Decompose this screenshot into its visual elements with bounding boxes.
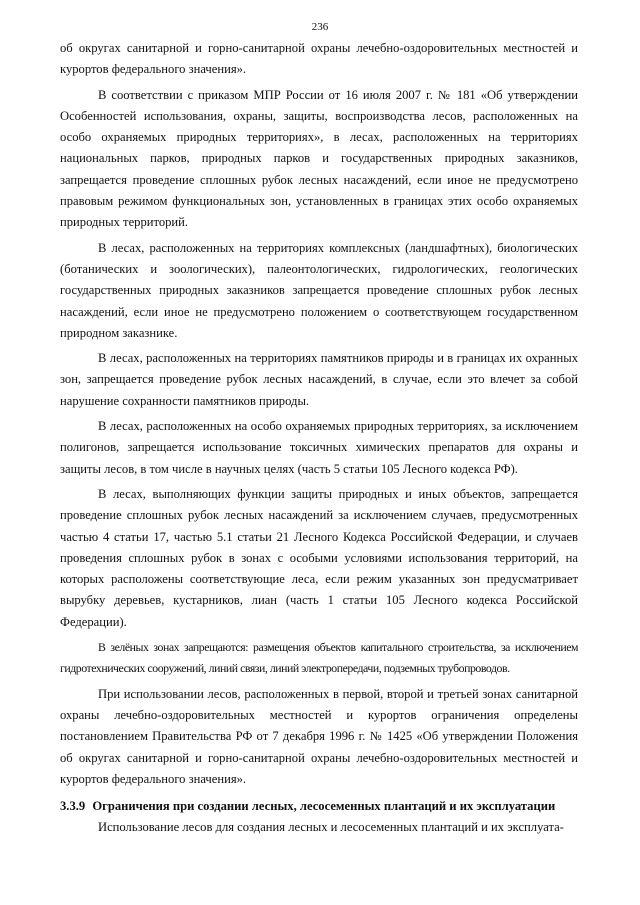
paragraph-sanitary-zones: При использовании лесов, расположенных в первой, второй и третьей зонах санитарной охраны лечебно-оздоровительных местностей и курортов ограничения определены постановлением Правительства РФ от 7 декабря 1996 г. № 1425 «Об утверждении Положения об округах санитарной и горно-санитарной охраны лечебно-оздоровительных местностей и курортов федерального значения». — [60, 686, 578, 786]
paragraph-toxic-chemicals: В лесах, расположенных на особо охраняемых природных территориях, за исключением полигонов, запрещается использование токсичных химических препаратов для охраны и защиты лесов, в том числе в научных целях (часть 5 статьи 105 Лесного кодекса РФ). — [60, 419, 578, 476]
paragraph-reserves: В лесах, расположенных на территориях комплексных (ландшафтных), биологических (ботанических и зоологических), палеонтологических, гидрологических, геологических государственных природных заказников запрещается проведение сплошных рубок лесных насаждений, если иное не предусмотрено положением о соответствующем государственном природном заказнике. — [60, 240, 578, 340]
page-number: 236 — [311, 21, 329, 33]
section-title: Ограничения при создании лесных, лесосеменных плантаций и их эксплуатации — [92, 799, 556, 814]
paragraph-green-zones: В зелёных зонах запрещаются: размещения объектов капитального строительства, за исключением гидротехнических сооружений, линий связи, линий электропередачи, подземных трубопроводов. — [60, 640, 578, 676]
paragraph-plantations: Использование лесов для создания лесных и лесосеменных плантаций и их эксплуата- — [98, 820, 564, 835]
paragraph-nature-monuments: В лесах, расположенных на территориях памятников природы и в границах их охранных зон, запрещается проведение рубок лесных насаждений, в случае, если это влечет за собой нарушение сохранности памятников природы. — [60, 351, 578, 408]
paragraph-protective-forests: В лесах, выполняющих функции защиты природных и иных объектов, запрещается проведение сплошных рубок лесных насаждений за исключением случаев, предусмотренных частью 4 статьи 17, частью 5.1 статьи 21 Лесного Кодекса Российской Федерации, и случаев проведения сплошных рубок в зонах с особыми условиями использования территорий, на которых расположены соответствующие леса, если режим указанных зон предусматривает вырубку деревьев, кустарников, лиан (часть 1 статьи 105 Лесного кодекса Российской Федерации). — [60, 486, 578, 629]
section-number: 3.3.9 — [60, 799, 86, 814]
paragraph-continued: об округах санитарной и горно-санитарной охраны лечебно-оздоровительных местностей и курортов федерального значения». — [60, 41, 578, 77]
page-content — [60, 38, 578, 842]
paragraph-order-181: В соответствии с приказом МПР России от 16 июля 2007 г. № 181 «Об утверждении Особенностей использования, охраны, защиты, воспроизводства лесов, расположенных на особо охраняемых природных территориях», в лесах, расположенных на территориях национальных парков, природных парков и государственных природных заказников, запрещается проведение сплошных рубок лесных насаждений, если иное не предусмотрено правовым режимом функциональных зон, установленных в границах этих особо охраняемых природных территорий. — [60, 87, 578, 230]
section-heading — [60, 796, 578, 817]
